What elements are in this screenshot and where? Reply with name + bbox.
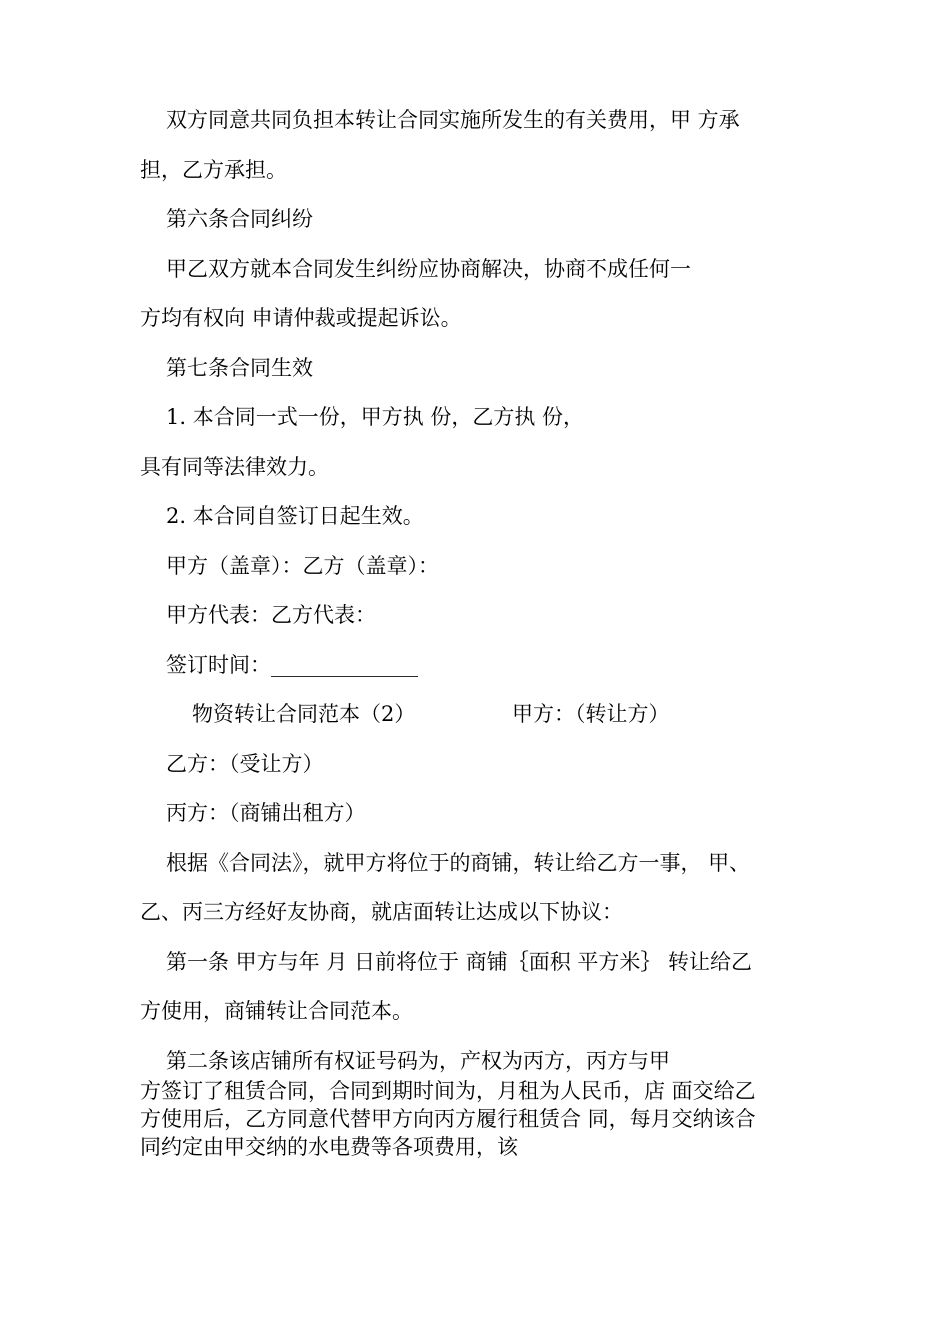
article-6-text-line-1: 甲乙双方就本合同发生纠纷应协商解决，协商不成任何一 — [166, 257, 691, 281]
party-c-line: 丙方：（商铺出租方） — [166, 801, 366, 825]
article-7-item-1-line-2: 具有同等法律效力。 — [140, 455, 329, 479]
party-b-line: 乙方：（受让方） — [166, 752, 324, 776]
article-2-line-3: 方使用后，乙方同意代替甲方向丙方履行租赁合 同，每月交纳该合 — [140, 1107, 756, 1131]
article-6-heading: 第六条合同纠纷 — [166, 207, 313, 231]
party-a-line: 甲方：（转让方） — [512, 702, 670, 726]
article-2-line-4: 同约定由甲交纳的水电费等各项费用，该 — [140, 1135, 518, 1159]
paragraph-fees-line-2: 担，乙方承担。 — [140, 158, 287, 182]
signing-date-line: 签订时间：______________ — [166, 653, 418, 677]
preamble-line-1: 根据《合同法》，就甲方将位于的商铺，转让给乙方一事， 甲、 — [166, 851, 751, 875]
preamble-line-2: 乙、丙三方经好友协商，就店面转让达成以下协议： — [140, 900, 623, 924]
article-2-line-2: 方签订了租赁合同，合同到期时间为，月租为人民币，店 面交给乙 — [140, 1079, 756, 1103]
article-1-line-2: 方使用，商铺转让合同范本。 — [140, 999, 413, 1023]
article-7-heading: 第七条合同生效 — [166, 356, 313, 380]
paragraph-fees-line-1: 双方同意共同负担本转让合同实施所发生的有关费用，甲 方承 — [166, 108, 740, 132]
seal-line: 甲方（盖章）：乙方（盖章）： — [166, 554, 439, 578]
representative-line: 甲方代表：乙方代表： — [166, 603, 376, 627]
article-6-text-line-2: 方均有权向 申请仲裁或提起诉讼。 — [140, 306, 462, 330]
article-7-item-1-line-1: 1. 本合同一式一份，甲方执 份，乙方执 份， — [166, 405, 585, 429]
article-2-line-1: 第二条该店铺所有权证号码为，产权为丙方，丙方与甲 — [166, 1049, 670, 1073]
template-2-title: 物资转让合同范本（2） — [192, 702, 416, 726]
article-1-line-1: 第一条 甲方与年 月 日前将位于 商铺｛面积 平方米｝ 转让给乙 — [166, 950, 753, 974]
article-7-item-2: 2. 本合同自签订日起生效。 — [166, 504, 424, 528]
